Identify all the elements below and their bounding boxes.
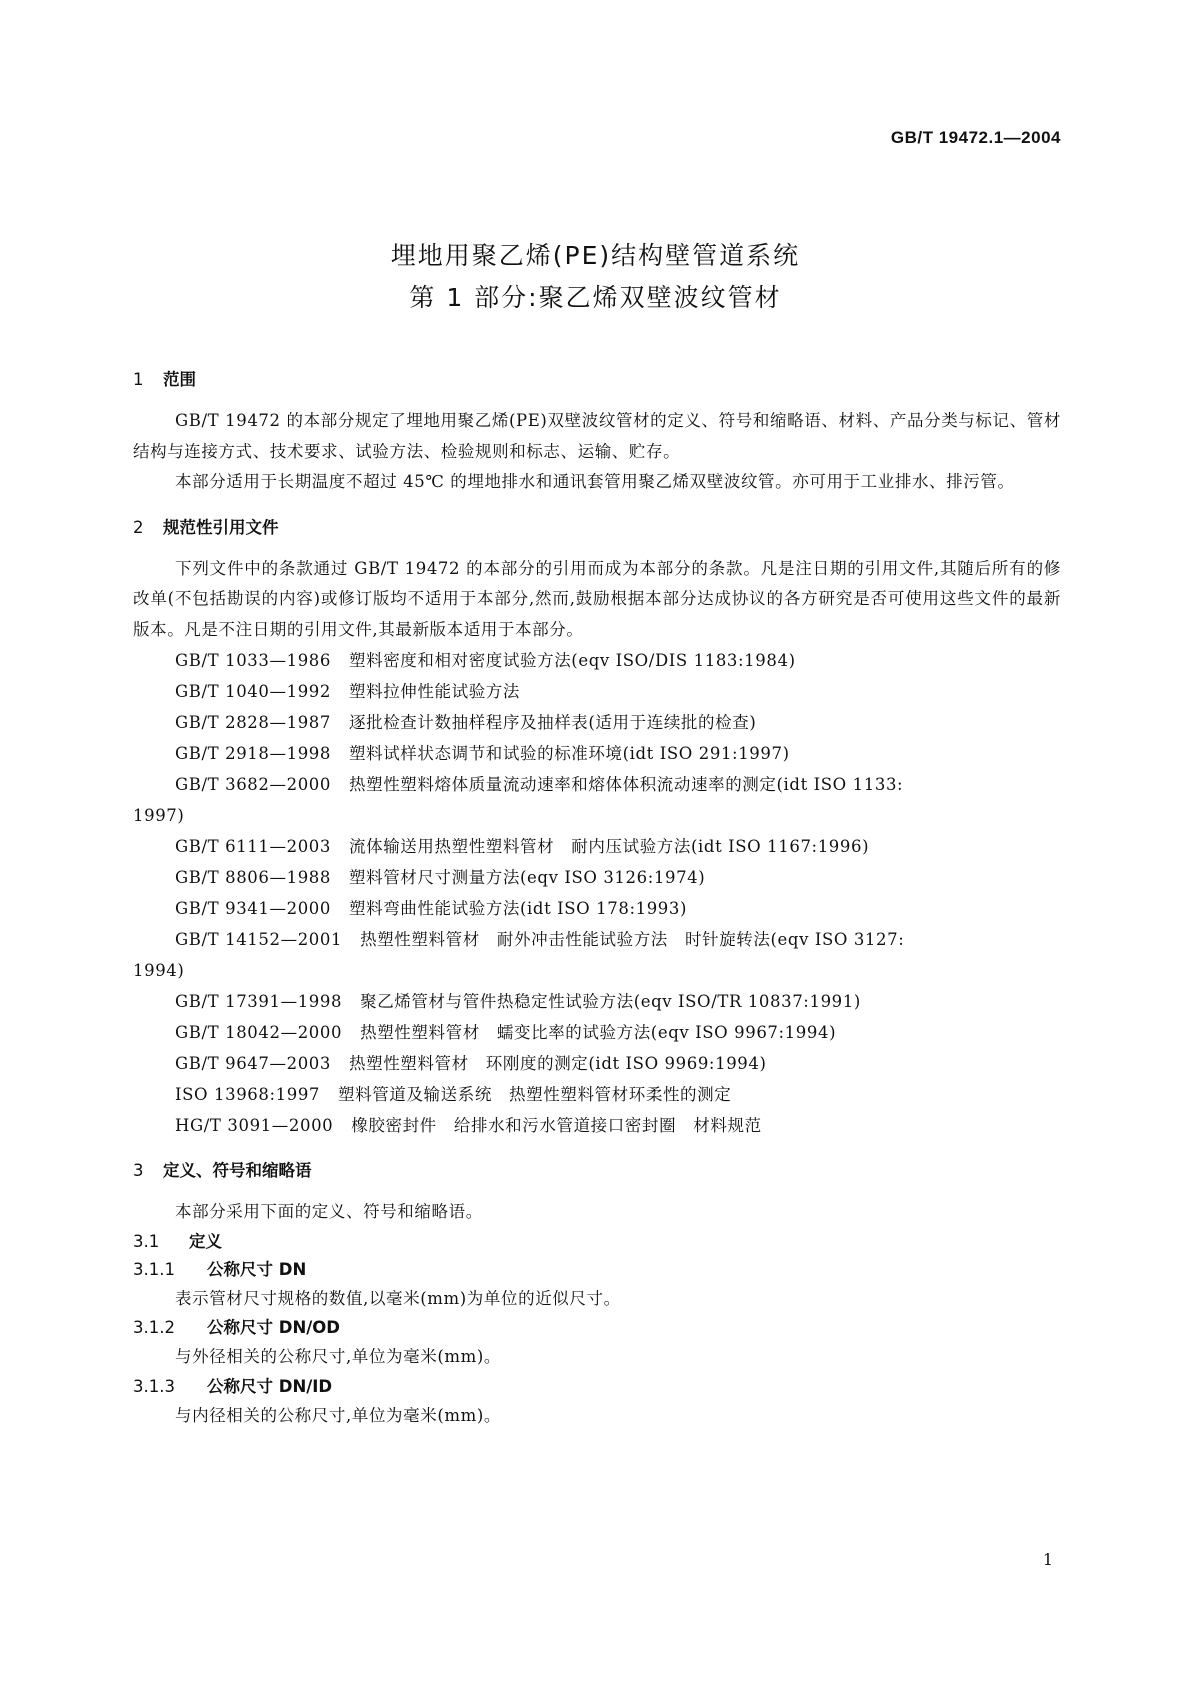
reference-code: GB/T 1040—1992 bbox=[175, 682, 331, 701]
reference-code: HG/T 3091—2000 bbox=[175, 1116, 334, 1135]
reference-code: GB/T 6111—2003 bbox=[175, 837, 331, 856]
reference-item bbox=[133, 1079, 1061, 1110]
section-title: 规范性引用文件 bbox=[163, 517, 279, 537]
section-3-heading bbox=[133, 1157, 1061, 1185]
reference-item bbox=[133, 1017, 1061, 1048]
reference-item bbox=[133, 769, 1061, 831]
subsection-title: 定义 bbox=[189, 1231, 222, 1251]
reference-title: 塑料管材尺寸测量方法(eqv ISO 3126:1974) bbox=[349, 868, 706, 887]
reference-code: ISO 13968:1997 bbox=[175, 1085, 321, 1104]
reference-item bbox=[133, 1110, 1061, 1141]
subsection-number: 3.1.3 bbox=[133, 1376, 175, 1396]
reference-title: 聚乙烯管材与管件热稳定性试验方法(eqv ISO/TR 10837:1991) bbox=[360, 992, 861, 1011]
reference-code: GB/T 14152—2001 bbox=[175, 930, 343, 949]
reference-title: 热塑性塑料管材 耐外冲击性能试验方法 时针旋转法(eqv ISO 3127: bbox=[360, 930, 905, 949]
section-title: 定义、符号和缩略语 bbox=[163, 1161, 312, 1180]
reference-title: 橡胶密封件 给排水和污水管道接口密封圈 材料规范 bbox=[351, 1116, 762, 1135]
reference-item bbox=[133, 862, 1061, 893]
document-title-line1: 埋地用聚乙烯(PE)结构壁管道系统 bbox=[390, 241, 801, 270]
standard-code: GB/T 19472.1—2004 bbox=[890, 128, 1061, 147]
reference-title-continuation: 1997) bbox=[133, 806, 185, 825]
subsection-3-1-3-heading bbox=[133, 1373, 1061, 1401]
document-body bbox=[133, 366, 1061, 1431]
reference-title: 逐批检查计数抽样程序及抽样表(适用于连续批的检查) bbox=[349, 713, 757, 732]
reference-item bbox=[133, 986, 1061, 1017]
reference-item bbox=[133, 676, 1061, 707]
subsection-title: 公称尺寸 DN/ID bbox=[207, 1376, 333, 1396]
reference-title: 热塑性塑料管材 环刚度的测定(idt ISO 9969:1994) bbox=[349, 1054, 767, 1073]
subsection-3-1-heading bbox=[133, 1228, 1061, 1256]
reference-title: 塑料试样状态调节和试验的标准环境(idt ISO 291:1997) bbox=[349, 744, 790, 763]
scope-paragraph-1: GB/T 19472 的本部分规定了埋地用聚乙烯(PE)双壁波纹管材的定义、符号和缩略语、材料、产品分类与标记、管材结构与连接方式、技术要求、试验方法、检验规则和标志、运输、贮存。 bbox=[133, 411, 1061, 461]
reference-code: GB/T 2828—1987 bbox=[175, 713, 331, 732]
reference-item bbox=[133, 893, 1061, 924]
reference-item bbox=[133, 831, 1061, 862]
subsection-title: 公称尺寸 DN bbox=[207, 1259, 307, 1279]
reference-title: 流体输送用热塑性塑料管材 耐内压试验方法(idt ISO 1167:1996) bbox=[349, 837, 870, 856]
definitions-intro: 本部分采用下面的定义、符号和缩略语。 bbox=[175, 1202, 483, 1221]
reference-code: GB/T 1033—1986 bbox=[175, 651, 331, 670]
normative-references-intro: 下列文件中的条款通过 GB/T 19472 的本部分的引用而成为本部分的条款。凡是注日期的引用文件,其随后所有的修改单(不包括勘误的内容)或修订版均不适用于本部分,然而,鼓励根据本部分达成协议的各方研究是否可使用这些文件的最新版本。凡是不注日期的引用文件,其最新版本适用于本部分。 bbox=[133, 558, 1061, 639]
reference-code: GB/T 8806—1988 bbox=[175, 868, 331, 887]
reference-item bbox=[133, 1048, 1061, 1079]
definition-dn-od-text: 与外径相关的公称尺寸,单位为毫米(mm)。 bbox=[175, 1347, 502, 1366]
page-number: 1 bbox=[1042, 1550, 1053, 1569]
subsection-3-1-2-heading bbox=[133, 1314, 1061, 1342]
reference-code: GB/T 9341—2000 bbox=[175, 899, 331, 918]
subsection-title: 公称尺寸 DN/OD bbox=[207, 1318, 340, 1337]
section-title: 范围 bbox=[163, 370, 196, 389]
reference-item bbox=[133, 738, 1061, 769]
subsection-number: 3.1.2 bbox=[133, 1318, 175, 1337]
reference-item bbox=[133, 924, 1061, 986]
reference-title: 塑料密度和相对密度试验方法(eqv ISO/DIS 1183:1984) bbox=[349, 651, 796, 670]
reference-code: GB/T 18042—2000 bbox=[175, 1023, 343, 1042]
subsection-number: 3.1.1 bbox=[133, 1259, 175, 1279]
definition-dn-text: 表示管材尺寸规格的数值,以毫米(mm)为单位的近似尺寸。 bbox=[175, 1288, 621, 1308]
reference-item bbox=[133, 645, 1061, 676]
reference-title: 塑料管道及输送系统 热塑性塑料管材环柔性的测定 bbox=[338, 1085, 732, 1104]
section-number: 2 bbox=[133, 517, 144, 537]
reference-list bbox=[133, 645, 1061, 1141]
reference-code: GB/T 9647—2003 bbox=[175, 1054, 331, 1073]
reference-item bbox=[133, 707, 1061, 738]
reference-code: GB/T 2918—1998 bbox=[175, 744, 331, 763]
section-number: 1 bbox=[133, 370, 144, 389]
scope-paragraph-2: 本部分适用于长期温度不超过 45℃ 的埋地排水和通讯套管用聚乙烯双壁波纹管。亦可用于工业排水、排污管。 bbox=[175, 472, 1015, 491]
subsection-number: 3.1 bbox=[133, 1231, 160, 1251]
reference-title: 热塑性塑料熔体质量流动速率和熔体体积流动速率的测定(idt ISO 1133: bbox=[349, 775, 904, 794]
section-number: 3 bbox=[133, 1161, 144, 1180]
reference-title-continuation: 1994) bbox=[133, 961, 185, 980]
reference-title: 塑料拉伸性能试验方法 bbox=[349, 682, 520, 701]
document-title-line2: 第 1 部分:聚乙烯双壁波纹管材 bbox=[409, 283, 782, 312]
reference-title: 热塑性塑料管材 蠕变比率的试验方法(eqv ISO 9967:1994) bbox=[360, 1023, 837, 1042]
subsection-3-1-1-heading bbox=[133, 1256, 1061, 1284]
reference-code: GB/T 17391—1998 bbox=[175, 992, 343, 1011]
definition-dn-id-text: 与内径相关的公称尺寸,单位为毫米(mm)。 bbox=[175, 1405, 502, 1425]
reference-title: 塑料弯曲性能试验方法(idt ISO 178:1993) bbox=[349, 899, 688, 918]
section-1-heading bbox=[133, 366, 1061, 394]
section-2-heading bbox=[133, 514, 1061, 542]
reference-code: GB/T 3682—2000 bbox=[175, 775, 331, 794]
